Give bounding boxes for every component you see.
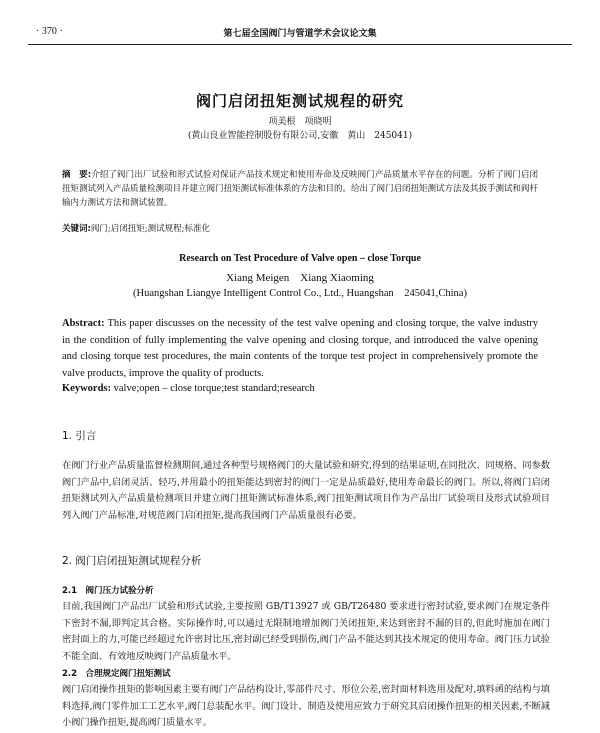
english-authors: Xiang Meigen Xiang Xiaoming xyxy=(226,272,374,284)
running-header xyxy=(28,22,572,45)
english-abstract-label: Abstract: xyxy=(62,318,105,329)
english-keywords-label: Keywords: xyxy=(62,383,111,394)
paper-title: 阀门启闭扭矩测试规程的研究 xyxy=(195,92,404,110)
section-2-heading: 2. 阀门启闭扭矩测试规程分析 xyxy=(62,555,202,567)
section-1-heading: 1. 引言 xyxy=(62,430,97,442)
english-keywords xyxy=(62,381,538,398)
english-keywords-text: valve;open – close torque;test standard;research xyxy=(113,383,315,394)
section-2-2-heading: 2.2 合理规定阀门扭矩测试 xyxy=(62,669,171,679)
running-title: 第七届全国阀门与管道学术会议论文集 xyxy=(223,29,377,39)
english-abstract xyxy=(62,316,538,382)
section-2-1-heading: 2.1 阀门压力试验分析 xyxy=(62,586,154,596)
english-abstract-text: This paper discusses on the necessity of the test valve opening and closing torque, the valve industry in the condition of fully implementing the valve opening and closing torque, and introduced the valve opening and closing torque test procedures, the main contents of the torque test project in comprehensively promote the valve products, improve the quality of products. xyxy=(62,318,538,379)
keywords-cn-text: 阀门;启闭扭矩;测试规程;标准化 xyxy=(90,224,210,234)
english-affiliation: (Huangshan Liangye Intelligent Control Co., Ltd., Huangshan 245041,China) xyxy=(133,288,467,299)
abstract-cn-text: 介绍了阀门出厂试验和形式试验对保证产品技术规定和使用寿命及反映阀门产品质量水平存在的问题。分析了阀门启闭扭矩测试列入产品质量检测项目并建立阀门扭矩测试标准体系的方法和目的。给出了阀门启闭扭矩测试方法及其扳手测试和阀杆输内力测试方法和测试装置。 xyxy=(62,170,539,208)
affiliation: (黄山良业智能控制股份有限公司,安徽 黄山 245041) xyxy=(187,131,413,141)
section-2-2-body: 阀门启闭操作扭矩的影响因素主要有阀门产品结构设计,零部件尺寸、形位公差,密封面材料选用及配对,填料函的结构与填料选择,阀门零件加工工艺水平,阀门总装配水平。阀门设计、制造及使用应致力于研究其启闭操作扭矩的相关因素,不断减小阀门操作扭矩,提高阀门质量水平。 xyxy=(62,684,550,728)
authors: 项美根 项晓明 xyxy=(268,117,332,127)
keywords-cn xyxy=(62,222,538,236)
abstract-cn xyxy=(62,168,538,210)
english-title: Research on Test Procedure of Valve open – close Torque xyxy=(179,253,421,264)
section-2-1-body: 目前,我国阀门产品出厂试验和形式试验,主要按照 GB/T13927 或 GB/T26480 要求进行密封试验,要求阀门在规定条件下密封不漏,即判定其合格。实际操作时,可以通过无限制地增加阀门关闭扭矩,来达到密封不漏的目的,但此时施加在阀门密封面上的力,可能已经超过允许密封比压,密封副已经受到损伤,阀门产品不能达到其技术规定的使用寿命。阀门压力试验不能全面、有效地反映阀门产品质量水平。 xyxy=(62,601,550,662)
section-1-body: 在阀门行业产品质量监督检测期间,通过各种型号规格阀门的大量试验和研究,得到的结果证明,在同批次、同规格、同参数阀门产品中,启闭灵活、轻巧,并用最小的扭矩能达到密封的阀门一定是品质最好,使用寿命最长的阀门。所以,将阀门启闭扭矩测试列入产品质量检测项目并建立阀门扭矩测试标准体系,阀门扭矩测试项目作为产品出厂试验项目及形式试验项目列入阀门产品标准,对规范阀门启闭扭矩,提高我国阀门产品质量很有必要。 xyxy=(62,460,550,521)
page-number: · 370 · xyxy=(36,26,63,37)
keywords-cn-label: 关键词: xyxy=(62,224,91,234)
abstract-cn-label: 摘 要: xyxy=(62,170,92,180)
